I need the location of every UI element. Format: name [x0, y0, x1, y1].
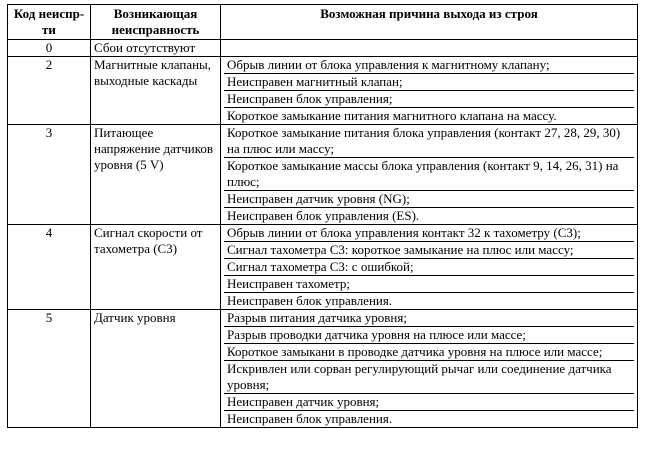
cause-item: Неисправен магнитный клапан; [224, 74, 634, 91]
fault-code: 4 [8, 225, 91, 310]
cause-item: Короткое замыкани в проводке датчика уровня на плюсе или массе; [224, 344, 634, 361]
cause-list [221, 57, 638, 125]
fault-code: 5 [8, 310, 91, 428]
table-row [8, 40, 638, 57]
table-row [8, 225, 638, 310]
cause-item: Сигнал тахометра С3: с ошибкой; [224, 259, 634, 276]
fault-code: 0 [8, 40, 91, 57]
cause-item: Неисправен блок управления. [227, 411, 393, 426]
header-code: Код неиспр-ти [8, 5, 91, 40]
cause-item: Обрыв линии от блока управления к магнитному клапану; [224, 57, 634, 74]
cause-item: Обрыв линии от блока управления контакт 32 к тахометру (С3); [224, 225, 634, 242]
fault-description: Датчик уровня [91, 310, 221, 428]
fault-code: 3 [8, 125, 91, 225]
cause-list [221, 225, 638, 310]
header-cause: Возможная причина выхода из строя [221, 5, 638, 40]
cause-item: Неисправен тахометр; [224, 276, 634, 293]
cause-item: Неисправен блок управления; [224, 91, 634, 108]
cause-item: Сигнал тахометра С3: короткое замыкание на плюс или массу; [224, 242, 634, 259]
cause-list [221, 40, 638, 57]
table-row [8, 310, 638, 428]
cause-item: Короткое замыкание питания магнитного клапана на массу. [227, 108, 557, 123]
cause-list [221, 125, 638, 225]
table-body [8, 40, 638, 428]
cause-item: Неисправен блок управления. [227, 293, 393, 308]
fault-description: Питающее напряжение датчиков уровня (5 V) [91, 125, 221, 225]
fault-code: 2 [8, 57, 91, 125]
header-row [8, 5, 638, 40]
cause-item: Искривлен или сорван регулирующий рычаг или соединение датчика уровня; [224, 361, 634, 394]
cause-item: Неисправен датчик уровня; [224, 394, 634, 411]
fault-description: Сигнал скорости от тахометра (С3) [91, 225, 221, 310]
cause-item: Короткое замыкание питания блока управления (контакт 27, 28, 29, 30) на плюс или массу; [224, 125, 634, 158]
table-row [8, 125, 638, 225]
fault-code-table [7, 4, 638, 428]
header-fault: Возникающая неисправность [91, 5, 221, 40]
table-row [8, 57, 638, 125]
fault-description: Сбои отсутствуют [91, 40, 221, 57]
cause-item: Разрыв питания датчика уровня; [224, 310, 634, 327]
cause-item: Неисправен блок управления (ES). [227, 208, 420, 223]
fault-description: Магнитные клапаны, выходные каскады [91, 57, 221, 125]
cause-list [221, 310, 638, 428]
cause-item: Короткое замыкание массы блока управления (контакт 9, 14, 26, 31) на плюс; [224, 158, 634, 191]
cause-item: Разрыв проводки датчика уровня на плюсе или массе; [224, 327, 634, 344]
cause-item: Неисправен датчик уровня (NG); [224, 191, 634, 208]
